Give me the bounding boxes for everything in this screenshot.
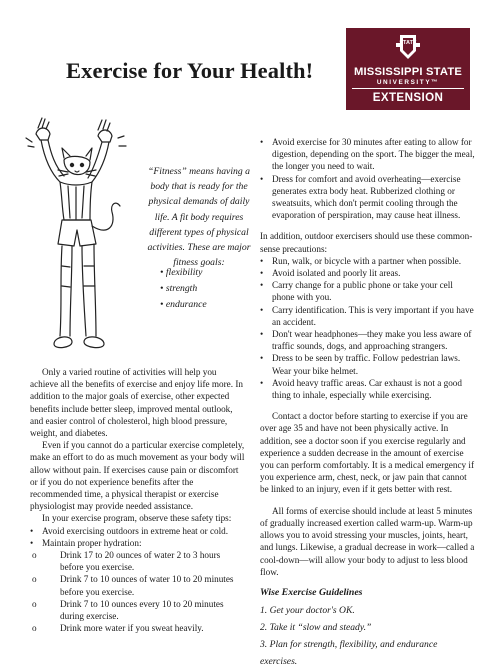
paragraph-safety-intro: In your exercise program, observe these safety tips: bbox=[42, 513, 232, 524]
left-column bbox=[30, 366, 245, 634]
logo-line3: EXTENSION bbox=[372, 91, 444, 104]
goal-text: endurance bbox=[165, 299, 207, 311]
paragraph-benefits: Only a varied routine of activities will help you achieve all the benefits of exercise and enjoy life more. In addition to the major goals of exercise, other expected benefits include better sleep, improved mental outlook, and easier control of cholesterol, high blood pressure, weight, and diabetes. bbox=[30, 367, 244, 439]
hydration-list bbox=[30, 549, 245, 634]
precaution-item: • Dress to be seen by traffic. Follow pedestrian laws. Wear your bike helmet. bbox=[260, 352, 475, 376]
paragraph-warmup: All forms of exercise should include at least 5 minutes of gradually increased exertion called warm-up. Warm-up allows you to avoid stressing your muscles, joints, heart, and lungs. Likewise, a gradual decrease in work—called a cool-down—will allow your body to adjust to less blood flow. bbox=[260, 505, 475, 577]
precaution-item: • Run, walk, or bicycle with a partner when possible. bbox=[260, 255, 475, 267]
logo-line1: MISSISSIPPI STATE bbox=[353, 66, 463, 78]
goal-item: • endurance bbox=[160, 299, 207, 311]
safety-tip: • Avoid exercise for 30 minutes after eating to allow for digestion, depending on the sport. The bigger the meal, the longer you need to wait. bbox=[260, 136, 475, 173]
goal-text: flexibility bbox=[165, 267, 203, 278]
outdoor-precautions-list bbox=[260, 255, 475, 401]
precaution-item: • Avoid isolated and poorly lit areas. bbox=[260, 267, 475, 279]
page-title: Exercise for Your Health! bbox=[66, 58, 314, 83]
exercising-cat-illustration bbox=[24, 116, 136, 366]
guideline-item: 3. Plan for strength, flexibility, and endurance exercises. bbox=[260, 639, 438, 668]
outdoor-intro: In addition, outdoor exercisers should use these common-sense precautions: bbox=[260, 231, 473, 254]
safety-tip: • Maintain proper hydration: bbox=[30, 537, 245, 549]
wise-guidelines-heading: Wise Exercise Guidelines bbox=[260, 586, 363, 598]
safety-tips-list bbox=[30, 525, 245, 549]
precaution-item: • Carry change for a public phone or take your cell phone with you. bbox=[260, 279, 475, 303]
goal-item: • strength bbox=[160, 283, 198, 295]
guideline-item: 2. Take it “slow and steady.” bbox=[260, 622, 372, 634]
hydration-item: o Drink more water if you sweat heavily. bbox=[30, 622, 245, 634]
msu-extension-logo bbox=[346, 28, 470, 110]
logo-divider bbox=[352, 88, 464, 89]
logo-line2: UNIVERSITY™ bbox=[376, 79, 440, 86]
safety-tips-list-continued bbox=[260, 136, 475, 221]
precaution-item: • Avoid heavy traffic areas. Car exhaust is not a good thing to inhale, especially while exercising. bbox=[260, 377, 475, 401]
right-column bbox=[260, 136, 475, 670]
logo-state-word: STATE bbox=[399, 40, 417, 46]
hydration-item: o Drink 7 to 10 ounces of water 10 to 20 minutes before you exercise. bbox=[30, 573, 245, 597]
precaution-item: • Don't wear headphones—they make you less aware of traffic sounds, dogs, and approaching strangers. bbox=[260, 328, 475, 352]
wise-guidelines-list bbox=[260, 602, 475, 670]
goal-item: • flexibility bbox=[160, 267, 203, 278]
fitness-goals-list bbox=[160, 265, 240, 314]
hydration-item: o Drink 17 to 20 ounces of water 2 to 3 hours before you exercise. bbox=[30, 549, 245, 573]
state-banner-icon bbox=[396, 33, 420, 61]
hydration-item: o Drink 7 to 10 ounces every 10 to 20 minutes during exercise. bbox=[30, 598, 245, 622]
fitness-quote: “Fitness” means having a body that is ready for the physical demands of daily life. A fit body requires different types of physical activities. These are major fitness goals: bbox=[147, 166, 251, 269]
precaution-item: • Carry identification. This is very important if you have an accident. bbox=[260, 304, 475, 328]
paragraph-doctor: Contact a doctor before starting to exercise if you are over age 35 and have not been physically active. In addition, see a doctor soon if you exercise regularly and experience a sudden decrease in the amount of exercise you can perform comfortably. It is a medical emergency if you experience arm, chest, neck, or jaw pain that cannot be linked to an injury, even if it gets better with rest. bbox=[260, 411, 475, 495]
guideline-item: 1. Get your doctor's OK. bbox=[260, 605, 355, 617]
goal-text: strength bbox=[165, 283, 198, 295]
safety-tip: • Avoid exercising outdoors in extreme heat or cold. bbox=[30, 525, 245, 537]
safety-tip: • Dress for comfort and avoid overheating—exercise generates extra body heat. Rubberized clothing or sweatsuits, which don't permit cooling through the evaporation of perspiration, may cause heat illness. bbox=[260, 173, 475, 222]
paragraph-effort: Even if you cannot do a particular exercise completely, make an effort to do as much movement as your body will allow without pain. If exercises cause pain or discomfort or if you do not experience benefits after the recommended time, a physical therapist or exercise physiologist may provide needed assistance. bbox=[30, 440, 245, 512]
